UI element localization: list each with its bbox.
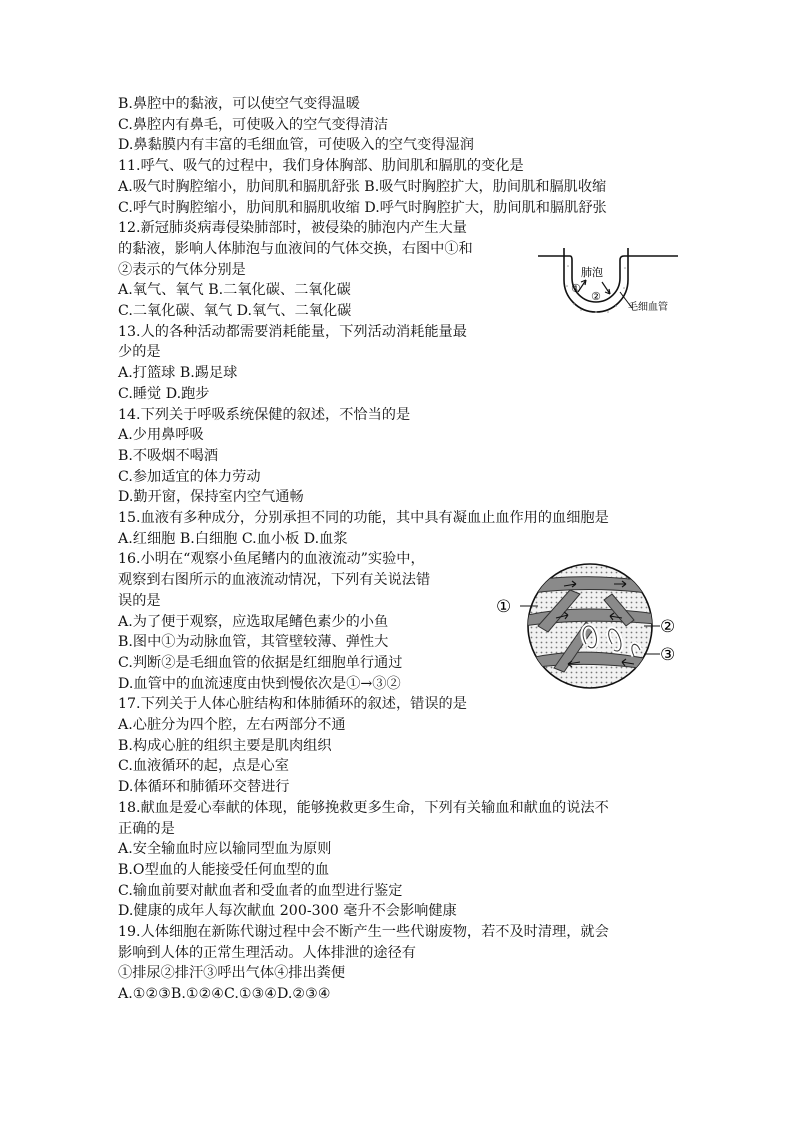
text-line: C.呼气时胸腔缩小，肋间肌和膈肌收缩 D.呼气时胸腔扩大，肋间肌和膈肌舒张: [118, 199, 607, 216]
vessel-mark-1: ①: [496, 597, 512, 617]
text-line: A.氧气、氧气 B.二氧化碳、二氧化碳: [118, 282, 351, 299]
alveolus-label: 肺泡: [581, 266, 603, 279]
fish-tail-blood-flow-figure: [494, 560, 688, 694]
capillary-label: 毛细血管: [628, 302, 668, 313]
text-line: B.O型血的人能接受任何血型的血: [118, 861, 330, 878]
text-line: B.不吸烟不喝酒: [118, 447, 219, 464]
text-line: C.血液循环的起，点是心室: [118, 758, 289, 775]
text-line: B.鼻腔中的黏液，可以使空气变得温暖: [118, 96, 360, 112]
text-line: A.心脏分为四个腔，左右两部分不通: [118, 717, 346, 733]
text-line: 13.人的各种活动都需要消耗能量，下列活动消耗能量最: [118, 323, 467, 340]
vessel-mark-2: ②: [660, 617, 676, 637]
text-line: 正确的是: [118, 820, 175, 837]
text-line: 观察到右图所示的血液流动情况，下列有关说法错: [118, 572, 431, 589]
text-line: 的黏液，影响人体肺泡与血液间的气体交换，右图中①和: [118, 240, 473, 257]
text-line: A.为了便于观察，应选取尾鳍色素少的小鱼: [118, 613, 389, 630]
text-line: 误的是: [118, 592, 161, 609]
text-line: C.输血前要对献血者和受血者的血型进行鉴定: [118, 882, 403, 899]
text-line: A.吸气时胸腔缩小，肋间肌和膈肌舒张 B.吸气时胸腔扩大，肋间肌和膈肌收缩: [118, 178, 607, 195]
text-line: C.鼻腔内有鼻毛，可使吸入的空气变得清洁: [118, 116, 389, 133]
text-line: 少的是: [118, 344, 161, 361]
text-line: A.①②③B.①②④C.①③④D.②③④: [118, 986, 331, 1003]
text-line: 19.人体细胞在新陈代谢过程中会不断产生一些代谢废物，若不及时清理，就会: [118, 924, 609, 940]
vessel-mark-3: ③: [660, 645, 676, 665]
text-line: D.健康的成年人每次献血 200-300 毫升不会影响健康: [118, 903, 457, 920]
text-line: C.参加适宜的体力劳动: [118, 468, 261, 485]
alveolus-figure: [536, 226, 686, 324]
text-line: 17.下列关于人体心脏结构和体肺循环的叙述，错误的是: [118, 696, 467, 713]
text-line: 16.小明在“观察小鱼尾鳍内的血液流动”实验中，: [118, 551, 425, 568]
text-line: C.睡觉 D.跑步: [118, 385, 210, 402]
text-line: D.体循环和肺循环交替进行: [118, 779, 290, 796]
text-line: 14.下列关于呼吸系统保健的叙述，不恰当的是: [118, 406, 411, 423]
text-line: D.勤开窗，保持室内空气通畅: [118, 489, 304, 506]
text-line: 18.献血是爱心奉献的体现，能够挽救更多生命，下列有关输血和献血的说法不: [118, 799, 609, 816]
text-line: B.构成心脏的组织主要是肌肉组织: [118, 737, 332, 754]
text-line: B.图中①为动脉血管，其管壁较薄、弹性大: [118, 634, 389, 651]
text-line: 11.呼气、吸气的过程中，我们身体胸部、肋间肌和膈肌的变化是: [118, 158, 524, 175]
text-line: D.鼻黏膜内有丰富的毛细血管，可使吸入的空气变得湿润: [118, 137, 474, 154]
text-line: 12.新冠肺炎病毒侵染肺部时，被侵染的肺泡内产生大量: [118, 220, 467, 237]
text-line: ②表示的气体分别是: [118, 261, 246, 278]
gas-mark-2: ②: [591, 290, 601, 303]
text-line: A.红细胞 B.白细胞 C.血小板 D.血浆: [118, 530, 348, 547]
text-line: 影响到人体的正常生理活动。人体排泄的途径有: [118, 944, 416, 961]
text-line: D.血管中的血流速度由快到慢依次是①→③②: [118, 675, 401, 692]
text-line: ①排尿②排汗③呼出气体④排出粪便: [118, 965, 346, 982]
text-line: A.打篮球 B.踢足球: [118, 365, 238, 382]
text-line: C.二氧化碳、氧气 D.氧气、二氧化碳: [118, 303, 352, 319]
text-line: 15.血液有多种成分，分别承担不同的功能，其中具有凝血止血作用的血细胞是: [118, 510, 609, 526]
text-line: A.少用鼻呼吸: [118, 427, 204, 444]
text-line: C.判断②是毛细血管的依据是红细胞单行通过: [118, 654, 403, 671]
text-line: A.安全输血时应以输同型血为原则: [118, 841, 332, 858]
gas-mark-1: ①: [571, 282, 581, 295]
